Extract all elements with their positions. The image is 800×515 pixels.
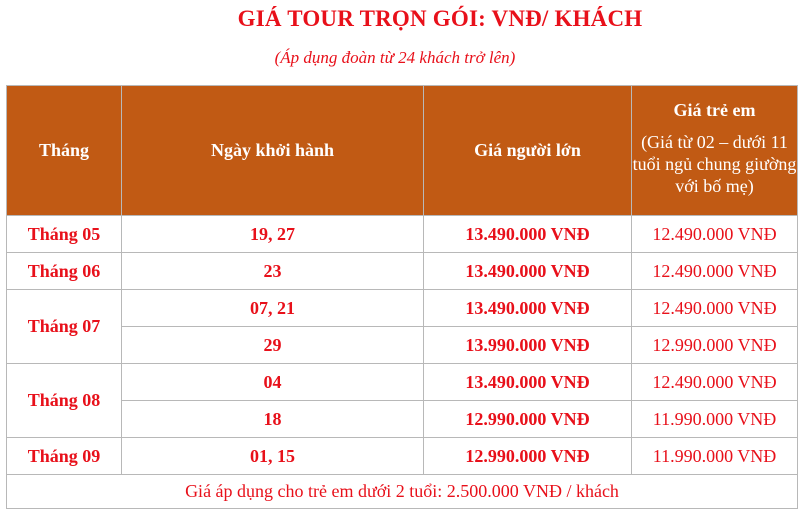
table-row	[7, 401, 798, 438]
child-price-cell: 12.490.000 VNĐ	[632, 290, 798, 327]
adult-price-cell: 13.990.000 VNĐ	[424, 327, 632, 364]
departure-date-cell: 19, 27	[122, 216, 424, 253]
table-row	[7, 253, 798, 290]
table-row	[7, 364, 798, 401]
header-child-title: Giá trẻ em	[673, 100, 756, 120]
header-month: Tháng	[7, 86, 122, 216]
month-cell: Tháng 06	[7, 253, 122, 290]
page-subtitle: (Áp dụng đoàn từ 24 khách trở lên)	[274, 48, 516, 67]
departure-date-cell: 01, 15	[122, 438, 424, 475]
adult-price-cell: 12.990.000 VNĐ	[424, 401, 632, 438]
departure-date-cell: 29	[122, 327, 424, 364]
adult-price-cell: 12.990.000 VNĐ	[424, 438, 632, 475]
footer-row	[7, 475, 798, 509]
adult-price-cell: 13.490.000 VNĐ	[424, 290, 632, 327]
departure-date-cell: 04	[122, 364, 424, 401]
departure-date-cell: 18	[122, 401, 424, 438]
child-price-cell: 12.490.000 VNĐ	[632, 364, 798, 401]
adult-price-cell: 13.490.000 VNĐ	[424, 253, 632, 290]
header-child-price	[632, 86, 798, 216]
month-cell: Tháng 08	[7, 364, 122, 438]
infant-price-note: Giá áp dụng cho trẻ em dưới 2 tuổi: 2.500.000 VNĐ / khách	[7, 475, 798, 509]
table-row	[7, 438, 798, 475]
header-adult-price: Giá người lớn	[424, 86, 632, 216]
header-row	[7, 86, 798, 216]
table-row	[7, 290, 798, 327]
header-departure: Ngày khởi hành	[122, 86, 424, 216]
child-price-cell: 12.490.000 VNĐ	[632, 253, 798, 290]
child-price-cell: 11.990.000 VNĐ	[632, 401, 798, 438]
adult-price-cell: 13.490.000 VNĐ	[424, 364, 632, 401]
table-row	[7, 327, 798, 364]
page-title: GIÁ TOUR TRỌN GÓI: VNĐ/ KHÁCH	[237, 6, 643, 31]
child-price-cell: 12.490.000 VNĐ	[632, 216, 798, 253]
table-row	[7, 216, 798, 253]
adult-price-cell: 13.490.000 VNĐ	[424, 216, 632, 253]
month-cell: Tháng 09	[7, 438, 122, 475]
month-cell: Tháng 05	[7, 216, 122, 253]
price-table	[6, 85, 798, 509]
child-price-cell: 12.990.000 VNĐ	[632, 327, 798, 364]
month-cell: Tháng 07	[7, 290, 122, 364]
header-child-note: (Giá từ 02 – dưới 11 tuổi ngủ chung giường với bố mẹ)	[632, 132, 797, 196]
child-price-cell: 11.990.000 VNĐ	[632, 438, 798, 475]
departure-date-cell: 23	[122, 253, 424, 290]
departure-date-cell: 07, 21	[122, 290, 424, 327]
